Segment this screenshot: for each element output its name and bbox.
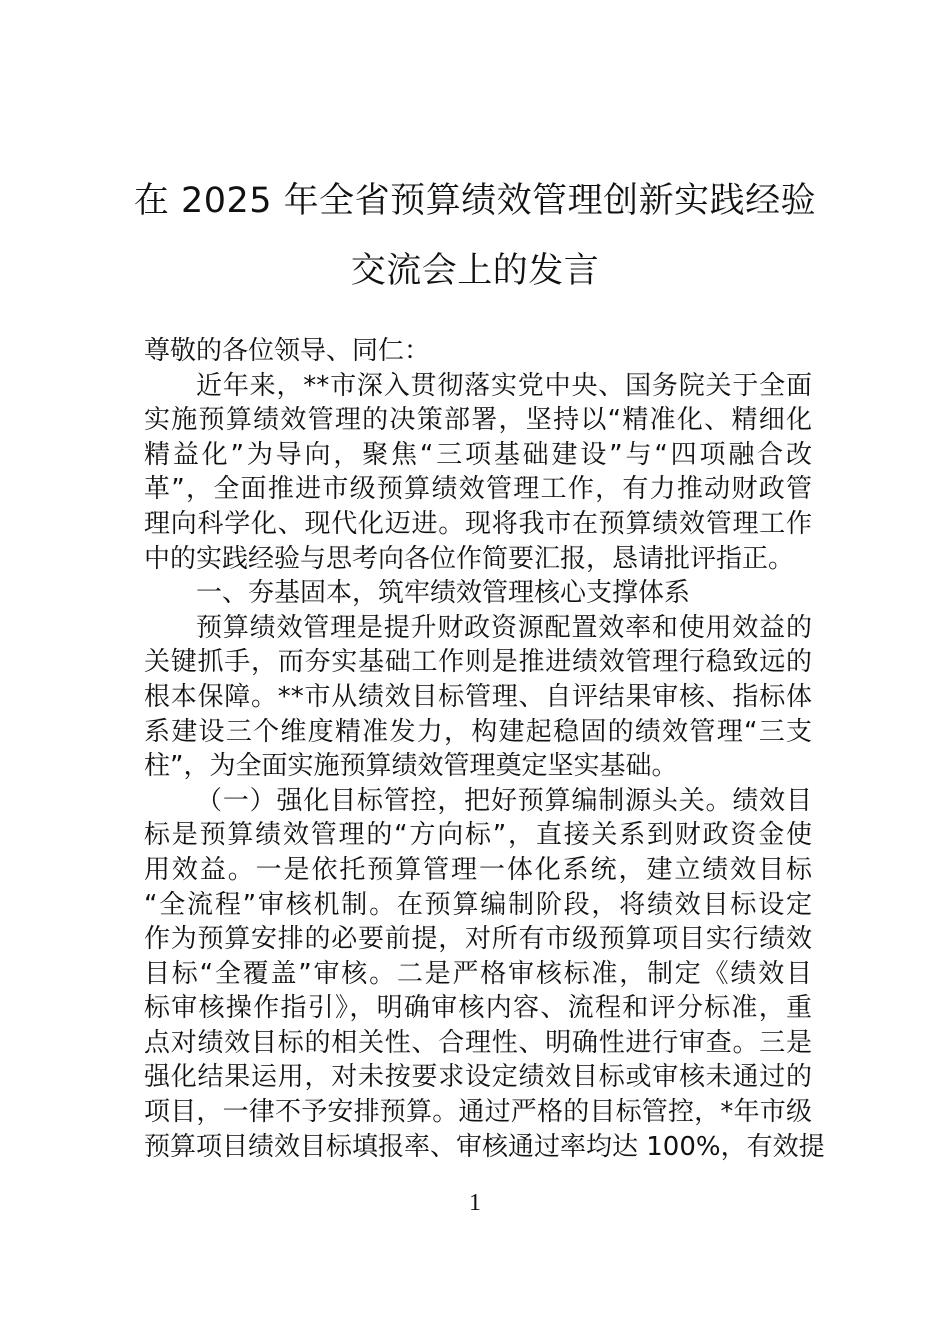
paragraph-line: 革”，全面推进市级预算绩效管理工作，有力推动财政管	[144, 474, 812, 505]
title-line: 在 2025 年全省预算绩效管理创新实践经验	[133, 181, 817, 221]
page-number: 1	[469, 1190, 481, 1216]
paragraph-line: 柱”，为全面实施预算绩效管理奠定坚实基础。	[144, 751, 678, 782]
paragraph-line: 标审核操作指引》，明确审核内容、流程和评分标准，重	[144, 993, 812, 1024]
document-title	[100, 166, 850, 306]
paragraph-line: 实施预算绩效管理的决策部署，坚持以“精准化、精细化	[144, 405, 812, 436]
paragraph-line: 作为预算安排的必要前提，对所有市级预算项目实行绩效	[144, 924, 812, 955]
paragraph-line: 标是预算绩效管理的“方向标”，直接关系到财政资金使	[144, 820, 812, 851]
paragraph-line: 关键抓手，而夯实基础工作则是推进绩效管理行稳致远的	[144, 647, 812, 678]
paragraph-line: 预算绩效管理是提升财政资源配置效率和使用效益的	[196, 612, 812, 643]
paragraph-line: 点对绩效目标的相关性、合理性、明确性进行审查。三是	[144, 1027, 812, 1058]
paragraph-line: （一）强化目标管控，把好预算编制源头关。绩效目	[196, 785, 812, 816]
paragraph-line: 项目，一律不予安排预算。通过严格的目标管控，*年市级	[144, 1097, 812, 1128]
paragraph-line: 强化结果运用，对未按要求设定绩效目标或审核未通过的	[144, 1062, 812, 1093]
salutation: 尊敬的各位领导、同仁：	[144, 336, 431, 366]
paragraph-line: “全流程”审核机制。在预算编制阶段，将绩效目标设定	[144, 889, 812, 920]
paragraph-line: 理向科学化、现代化迈进。现将我市在预算绩效管理工作	[144, 508, 812, 539]
paragraph-line: 预算项目绩效目标填报率、审核通过率均达 100%，有效提	[144, 1131, 825, 1162]
paragraph-line: 目标“全覆盖”审核。二是严格审核标准，制定《绩效目	[144, 958, 812, 989]
paragraph-line: 用效益。一是依托预算管理一体化系统，建立绩效目标	[144, 854, 812, 885]
document-body	[144, 334, 825, 1164]
paragraph-line: 中的实践经验与思考向各位作简要汇报，恳请批评指正。	[144, 543, 795, 574]
paragraph-line: 根本保障。**市从绩效目标管理、自评结果审核、指标体	[144, 681, 812, 712]
paragraph-line: 近年来，**市深入贯彻落实党中央、国务院关于全面	[196, 370, 812, 401]
paragraph-line: 系建设三个维度精准发力，构建起稳固的绩效管理“三支	[144, 716, 812, 747]
section-heading: 一、夯基固本，筑牢绩效管理核心支撑体系	[196, 578, 691, 609]
title-line: 交流会上的发言	[350, 251, 600, 291]
paragraph-line: 精益化”为导向，聚焦“三项基础建设”与“四项融合改	[144, 439, 812, 470]
